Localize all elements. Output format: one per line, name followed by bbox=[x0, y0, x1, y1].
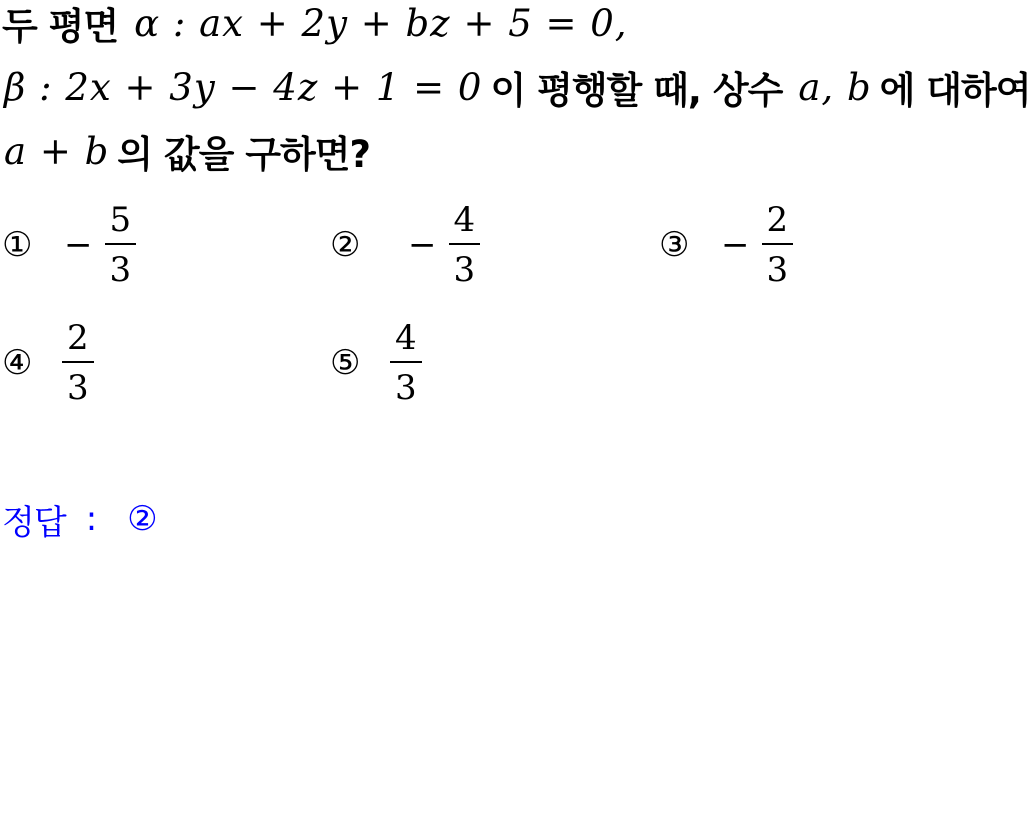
plane-beta-equation: β : 2x + 3y − 4z + 1 = 0 bbox=[4, 65, 483, 109]
fraction-denominator: 3 bbox=[109, 250, 132, 290]
constants-a-b: a, b bbox=[798, 65, 872, 109]
answer-label: 정답 bbox=[2, 502, 66, 543]
choice-sign: − bbox=[408, 225, 437, 265]
answer-separator: : bbox=[85, 499, 98, 539]
question-text: 이 평행할 때, 상수 bbox=[490, 69, 783, 112]
fraction-numerator: 4 bbox=[449, 203, 481, 245]
choice-marker: ⑤ bbox=[330, 343, 361, 383]
choice-fraction bbox=[390, 318, 422, 408]
choice-marker: ② bbox=[330, 225, 361, 265]
fraction-denominator: 3 bbox=[395, 368, 417, 408]
fraction-numerator: 4 bbox=[390, 321, 422, 363]
choice-fraction bbox=[762, 200, 794, 290]
answer-line bbox=[2, 494, 158, 544]
fraction-denominator: 3 bbox=[766, 250, 789, 290]
choice-3[interactable] bbox=[659, 190, 793, 300]
choice-4[interactable] bbox=[2, 308, 94, 418]
choice-fraction bbox=[449, 200, 481, 290]
question-text: 의 값을 구하면? bbox=[117, 133, 370, 176]
question-line-2 bbox=[2, 62, 1031, 112]
fraction-numerator: 2 bbox=[62, 321, 94, 363]
question-text: 두 평면 bbox=[2, 5, 119, 48]
choice-marker: ① bbox=[2, 225, 33, 265]
choice-1[interactable] bbox=[2, 190, 136, 300]
question-text: 에 대하여 bbox=[879, 69, 1031, 112]
fraction-numerator: 5 bbox=[105, 203, 137, 245]
answer-value: ② bbox=[127, 499, 158, 539]
choice-fraction bbox=[62, 318, 94, 408]
choice-sign: − bbox=[721, 225, 750, 265]
plane-alpha-equation: α : ax + 2y + bz + 5 = 0, bbox=[134, 1, 628, 45]
choice-sign: − bbox=[64, 225, 93, 265]
fraction-numerator: 2 bbox=[762, 203, 794, 245]
question-line-1 bbox=[2, 0, 636, 48]
question-line-3 bbox=[2, 126, 370, 176]
choice-5[interactable] bbox=[330, 308, 422, 418]
choice-2[interactable] bbox=[330, 190, 480, 300]
sum-expression: a + b bbox=[4, 129, 110, 173]
choice-fraction bbox=[105, 200, 137, 290]
choice-marker: ③ bbox=[659, 225, 690, 265]
fraction-denominator: 3 bbox=[67, 368, 89, 408]
fraction-denominator: 3 bbox=[453, 250, 476, 290]
choice-marker: ④ bbox=[2, 343, 33, 383]
